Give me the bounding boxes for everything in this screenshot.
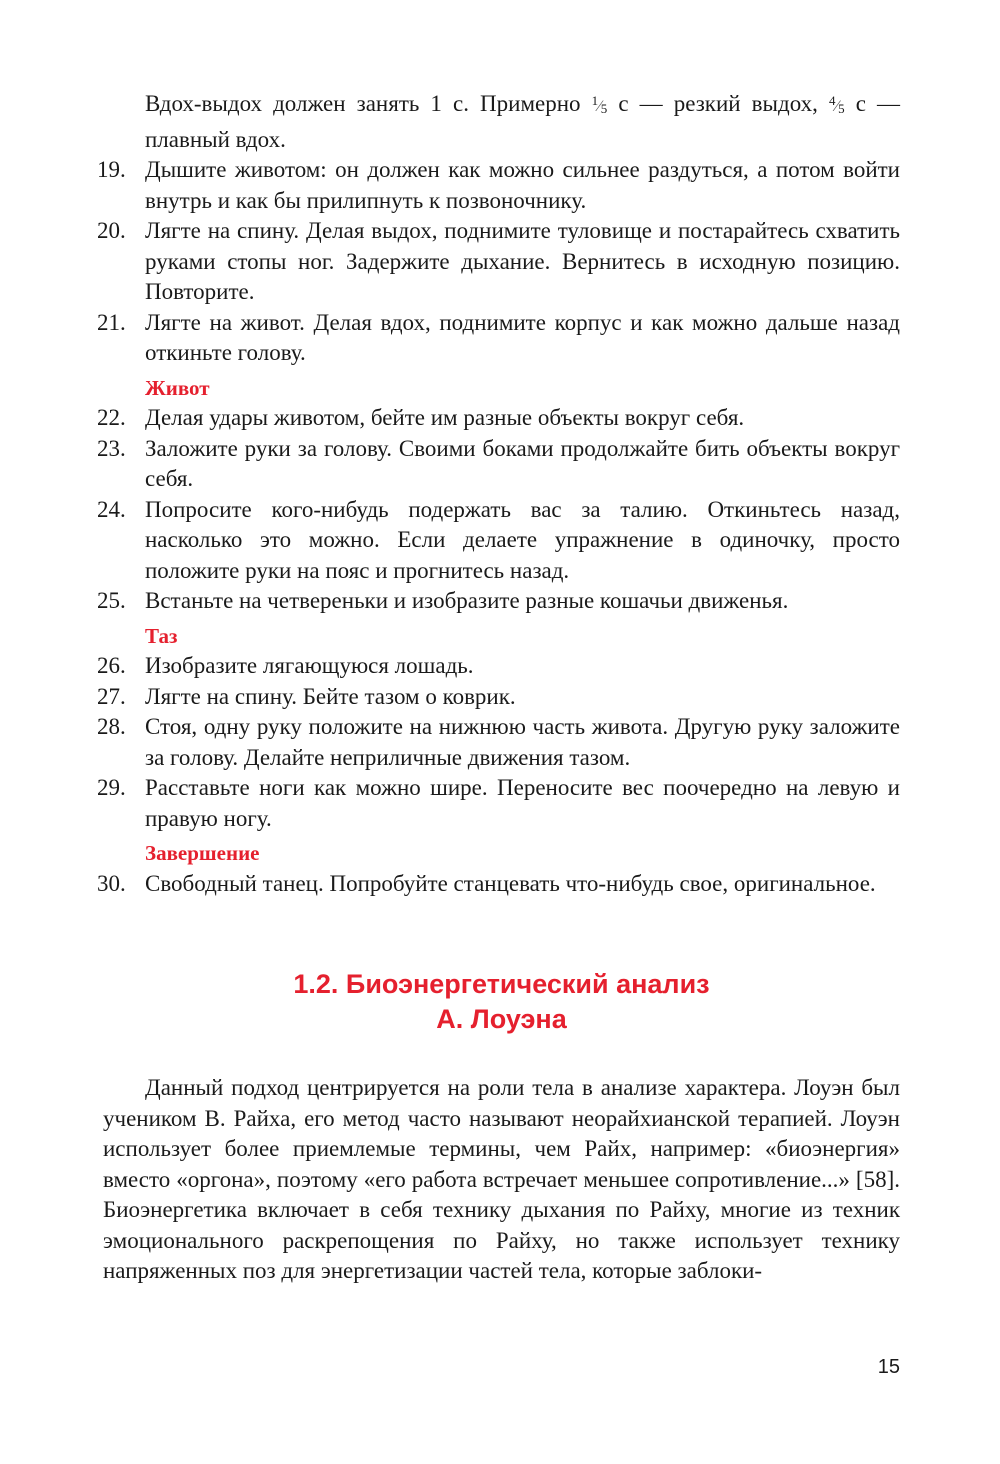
section-heading-line1: 1.2. Биоэнергетический анализ (293, 969, 710, 999)
list-item: 26. Изобразите лягающуюся лошадь. (97, 653, 474, 678)
list-item: 22. Делая удары животом, бейте им разные объекты вокруг себя. (97, 405, 745, 430)
list-item: 30. Свободный танец. Попробуйте станцевать что-нибудь свое, оригинальное. (97, 870, 876, 896)
intro-continuation (103, 86, 900, 155)
page-number: 15 (877, 1356, 900, 1378)
subheading-pelvis: Таз (145, 623, 178, 648)
fraction-one-fifth: $^1⁄_5$ (591, 93, 608, 116)
list-item: 19. Дышите животом: он должен как можно сильнее раздуться, а потом войти внутрь и как бы прилипнуть к позвоночнику. (97, 157, 900, 213)
intro-text: с — плавный вдох. (145, 91, 900, 152)
list-item: 25. Встаньте на четвереньки и изобразите разные кошачьи движенья. (97, 588, 789, 613)
list-item: 27. Лягте на спину. Бейте тазом о коврик. (97, 683, 516, 709)
intro-text: Вдох-выдох должен занять 1 с. Примерно (145, 91, 592, 116)
list-item: 24. Попросите кого-нибудь подержать вас за талию. Откиньтесь назад, насколько это можно. Если делаете упражнение в одиночку, просто положите руки на пояс и прогнитесь назад. (97, 496, 900, 583)
intro-text: с — резкий выдох, (607, 91, 829, 116)
subheading-finish: Завершение (145, 841, 260, 865)
body-paragraph: Данный подход центрируется на роли тела в анализе характера. Лоуэн был учеником В. Райха, его метод часто называют неорайхианской терапией. Лоуэн использует более приемлемые термины, чем Райх, например: «биоэнергия» вместо «оргона», поэтому «его работа встречает меньшее сопротивление...» [58]. Биоэнергетика включает в себя технику дыхания по Райху, многие из техник эмоционального раскрепощения по Райху, но также использует технику напряженных поз для энергетизации частей тела, которые заблоки- (103, 1075, 900, 1283)
section-heading (103, 967, 900, 1037)
fraction-four-fifths: $^4⁄_5$ (828, 93, 845, 116)
subheading-belly: Живот (145, 375, 210, 400)
list-item: 21. Лягте на живот. Делая вдох, поднимите корпус и как можно дальше назад откиньте голову. (97, 309, 900, 365)
list-item: 28. Стоя, одну руку положите на нижнюю часть живота. Другую руку заложите за голову. Делайте неприличные движения тазом. (97, 714, 900, 770)
list-item: 23. Заложите руки за голову. Своими боками продолжайте бить объекты вокруг себя. (97, 435, 900, 491)
list-item: 20. Лягте на спину. Делая выдох, поднимите туловище и постарайтесь схватить руками стопы ног. Задержите дыхание. Вернитесь в исходную позицию. Повторите. (97, 218, 900, 304)
page-content (97, 86, 900, 1287)
list-item: 29. Расставьте ноги как можно шире. Переносите вес поочередно на левую и правую ногу. (97, 775, 900, 831)
section-heading-line2: А. Лоуэна (436, 1004, 567, 1034)
